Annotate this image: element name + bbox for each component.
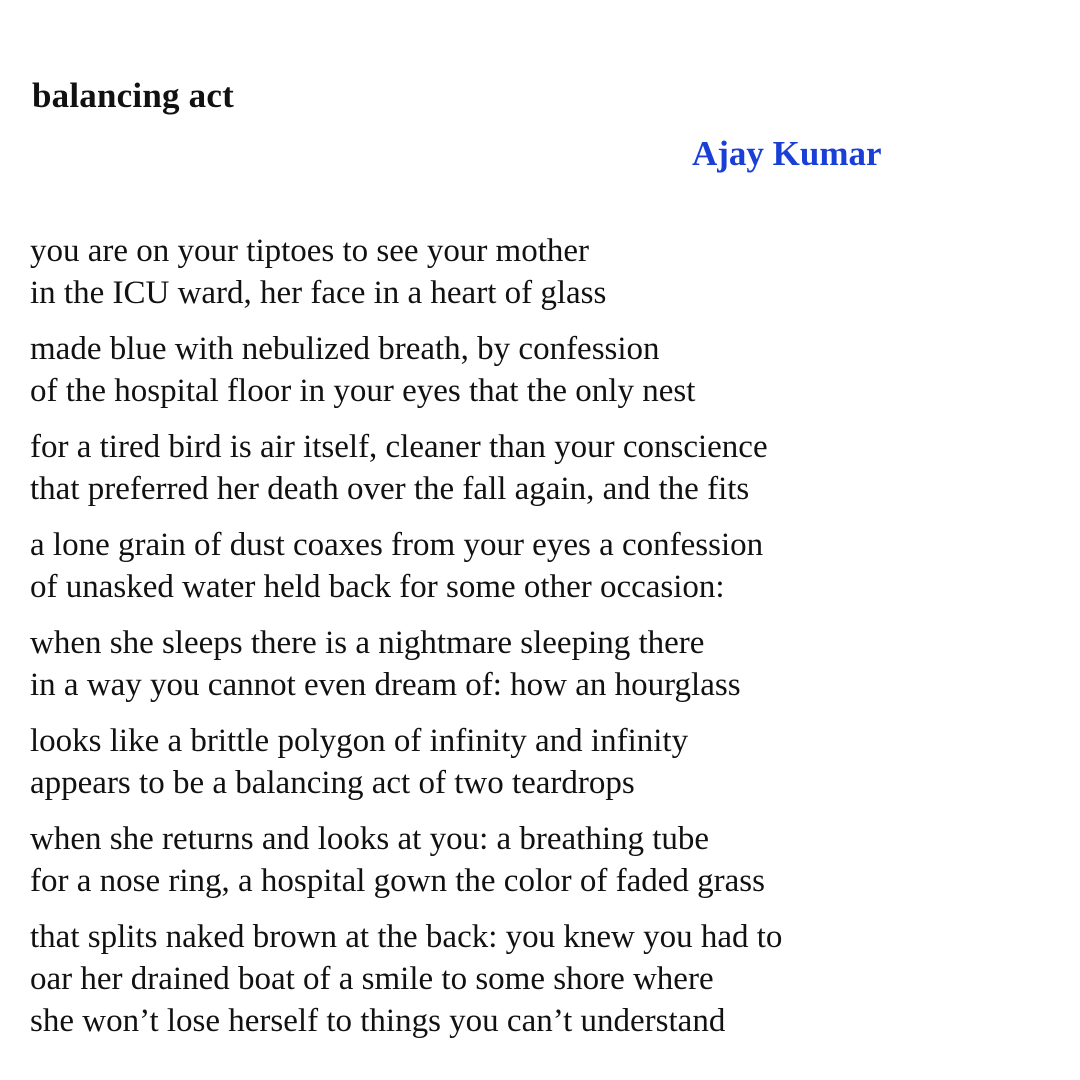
poem-title: balancing act [32, 76, 234, 115]
poem-line: when she sleeps there is a nightmare sleeping there [30, 625, 705, 661]
stanza-5 [30, 622, 1050, 706]
stanza-8 [30, 916, 1050, 1042]
poem-line: in a way you cannot even dream of: how an hourglass [30, 667, 741, 703]
poem-line: oar her drained boat of a smile to some shore where [30, 961, 714, 997]
stanza-3 [30, 426, 1050, 510]
stanza-2 [30, 328, 1050, 412]
poem-line: of unasked water held back for some other occasion: [30, 569, 725, 605]
poem-line: when she returns and looks at you: a breathing tube [30, 821, 710, 857]
stanza-4 [30, 524, 1050, 608]
poem-line: made blue with nebulized breath, by confession [30, 331, 660, 367]
stanza-1 [30, 230, 1050, 314]
poem-line: in the ICU ward, her face in a heart of glass [30, 275, 607, 311]
poem-line: of the hospital floor in your eyes that the only nest [30, 373, 696, 409]
poem-line: you are on your tiptoes to see your mother [30, 233, 590, 269]
poem-line: that preferred her death over the fall again, and the fits [30, 471, 750, 507]
poem-line: a lone grain of dust coaxes from your eyes a confession [30, 527, 764, 563]
poem-line: appears to be a balancing act of two teardrops [30, 765, 635, 801]
stanza-6 [30, 720, 1050, 804]
poem-line: for a nose ring, a hospital gown the color of faded grass [30, 863, 765, 899]
poem-line: she won’t lose herself to things you can’t understand [30, 1003, 726, 1039]
poem-line: that splits naked brown at the back: you knew you had to [30, 919, 783, 955]
poem-line: looks like a brittle polygon of infinity and infinity [30, 723, 689, 759]
poem-author: Ajay Kumar [692, 134, 882, 173]
poem-body [30, 230, 1050, 1042]
stanza-7 [30, 818, 1050, 902]
poem-line: for a tired bird is air itself, cleaner than your conscience [30, 429, 768, 465]
